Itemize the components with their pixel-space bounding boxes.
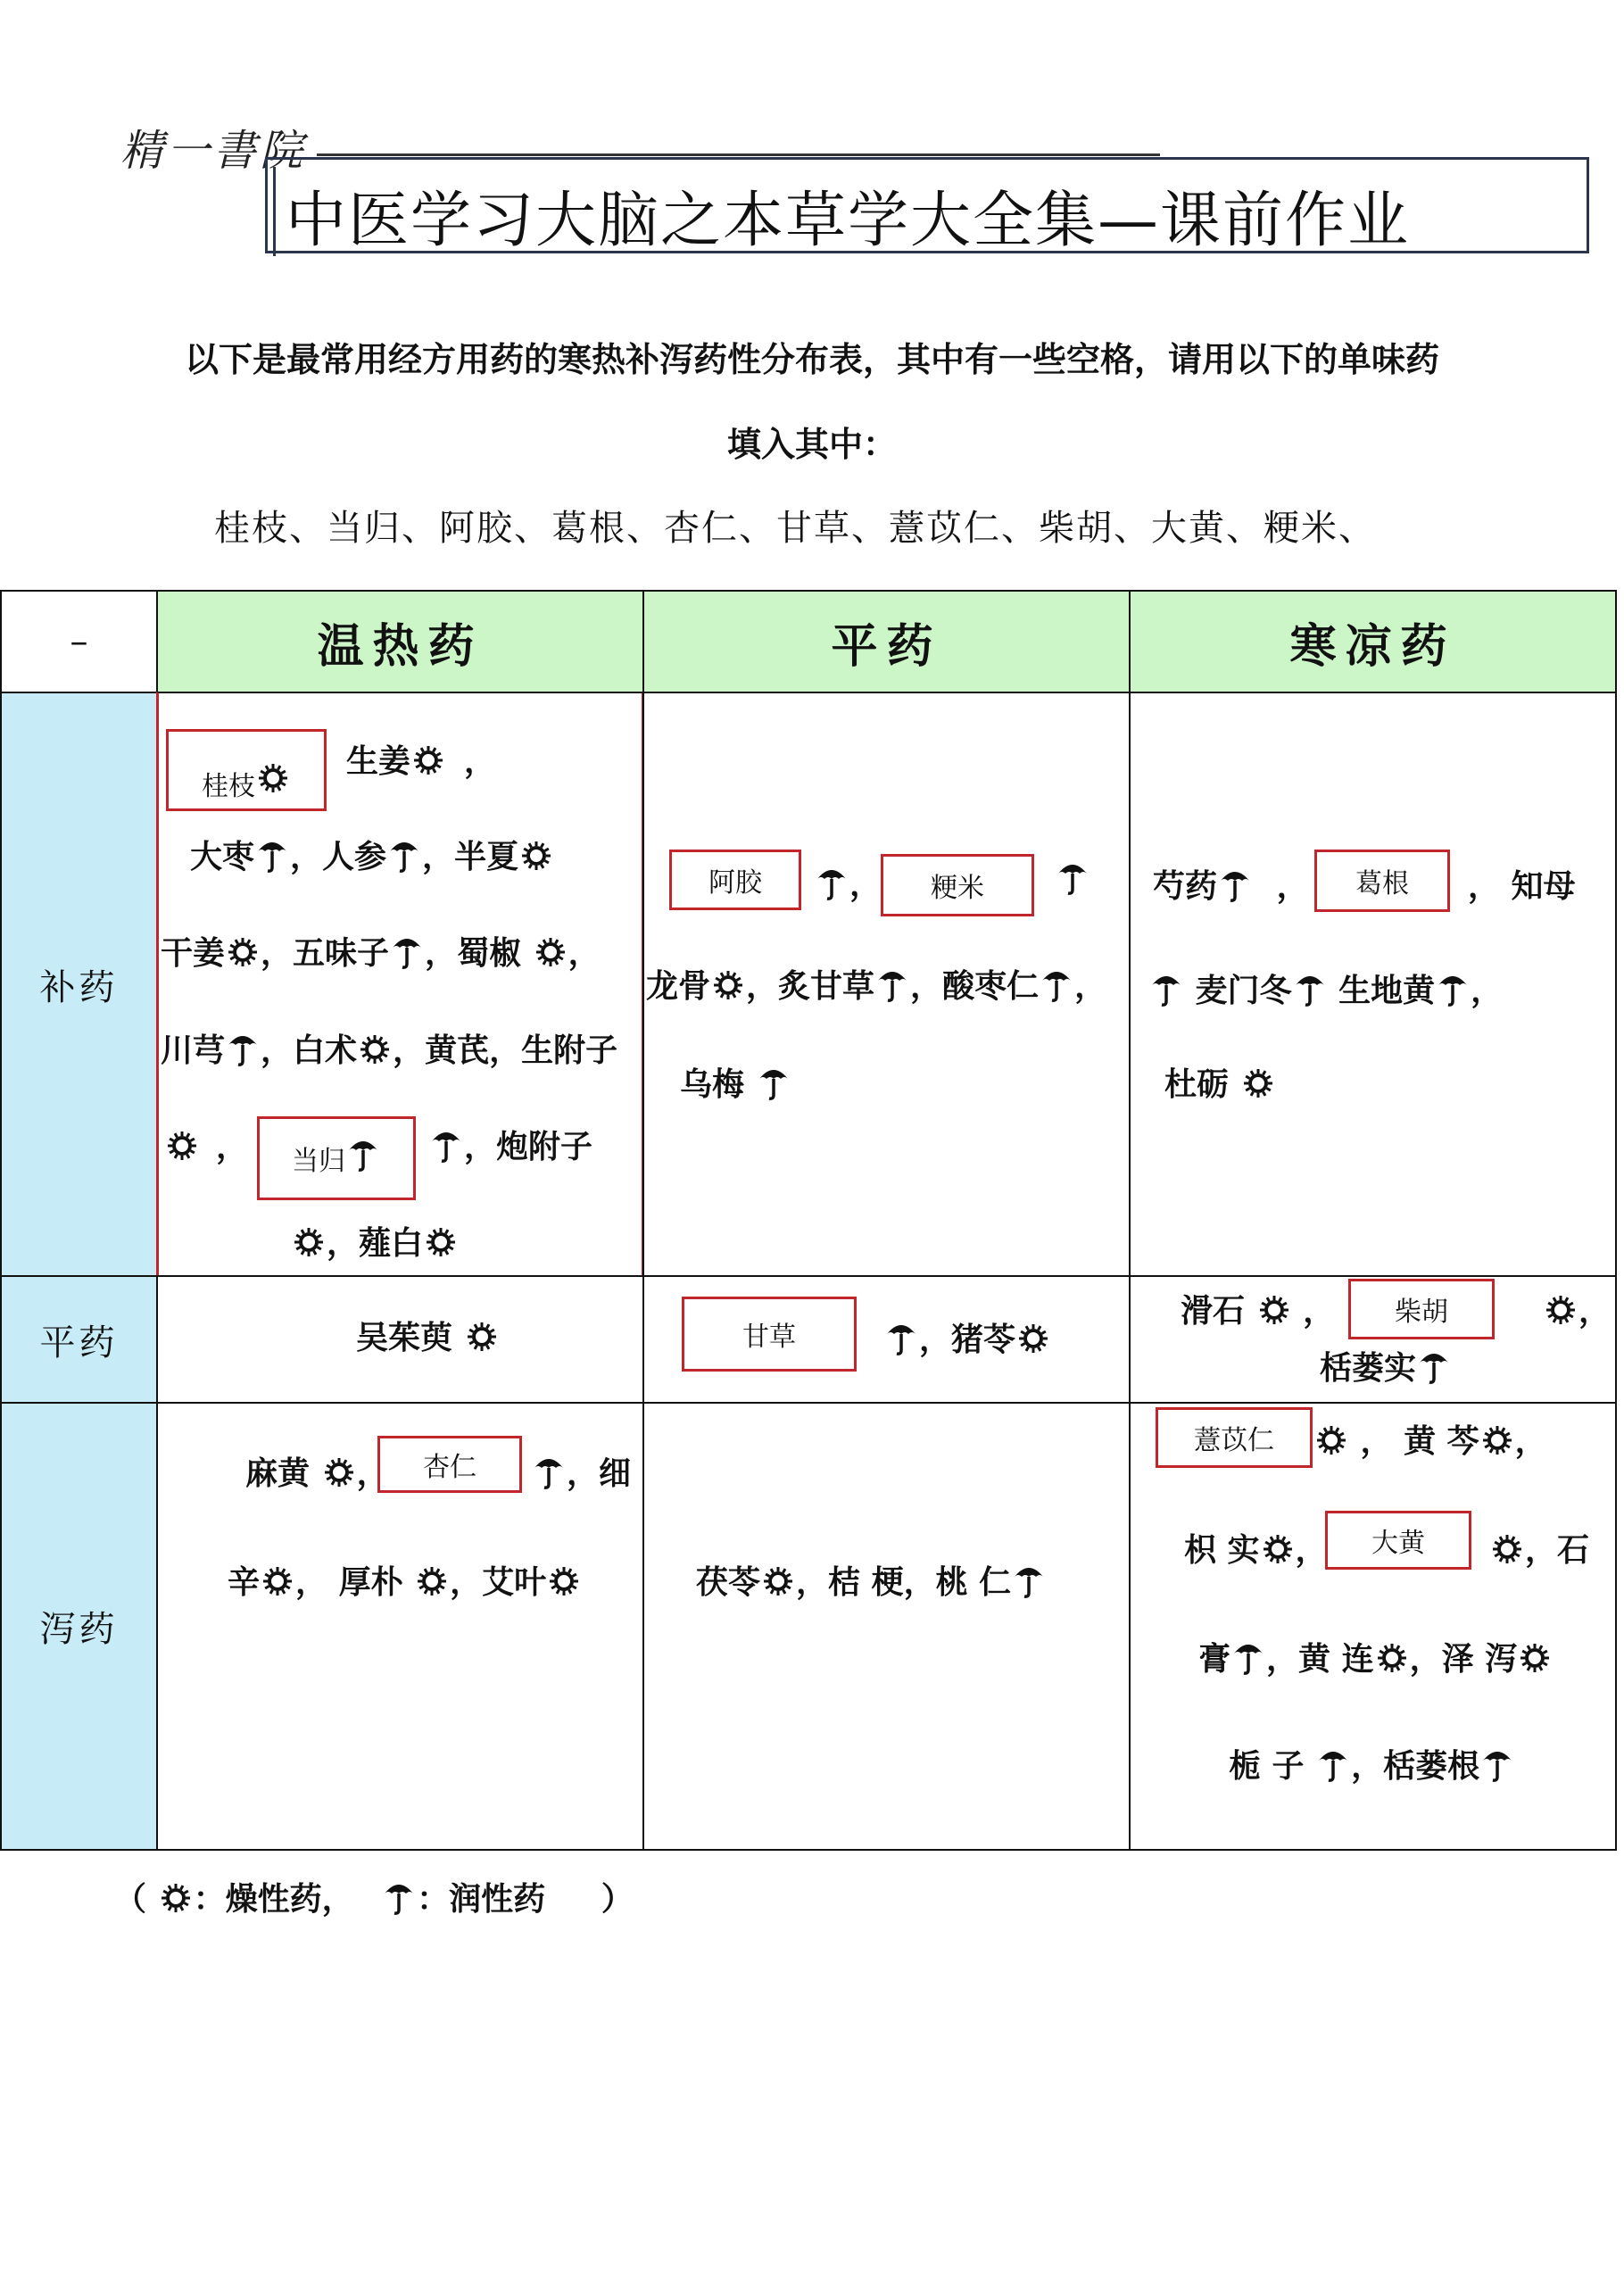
umbrella-icon [1056,859,1089,905]
herb-name: 薤白 [359,1224,424,1262]
herb-line: 茯苓 ，桔 梗，桃 仁 [696,1557,1047,1608]
umbrella-icon [1232,1639,1264,1685]
herb-item [1164,1059,1276,1109]
umbrella-icon [533,1454,565,1499]
herb-name: 杜砺 [1164,1065,1230,1103]
brand-logo: 精一書院 [120,126,307,176]
answer-text: 当归 [292,1146,345,1177]
answer-box [881,854,1034,916]
answer-text: 葛根 [1355,868,1409,899]
cell-neutral-neutral [642,1275,1131,1404]
herb-name: 滑石 [1181,1292,1246,1330]
herb-name: 龙骨 [646,967,711,1005]
sun-icon [762,1563,794,1607]
herb-list: 桂枝、当归、阿胶、葛根、杏仁、甘草、薏苡仁、柴胡、大黄、粳米、 [214,508,1376,549]
answer-box [669,850,801,910]
sun-icon [166,1128,198,1172]
umbrella-icon [758,1065,790,1110]
herb-name: 半夏 [454,838,519,875]
answer-text: 桂枝 [202,771,255,802]
herb-name: 吴茱萸 [356,1319,453,1356]
punctuation: ， [1276,867,1309,905]
col-header-warm: 温热药 [156,590,644,693]
sun-icon [466,1319,498,1363]
legend [114,1874,634,1925]
legend-close: ） [601,1880,634,1918]
cell-tonify-neutral [642,692,1131,1277]
herb-name: 石 [1557,1531,1590,1569]
herb-name: 生姜 [346,742,411,780]
herb-name: 厚朴 [338,1563,403,1601]
row-header-purge: 泻药 [0,1402,158,1851]
herb-item: ， 黄 芩 ， [1313,1416,1547,1466]
cell-neutral-warm [156,1275,644,1404]
herb-line: 膏 ，黄 连 ，泽 泻 [1198,1634,1553,1685]
umbrella-icon [227,1031,259,1076]
sun-icon [712,967,744,1011]
herb-name: 桃 仁 [935,1563,1012,1601]
title-box [265,157,1589,256]
row-header-tonify: 补药 [0,692,158,1277]
answer-box [377,1436,522,1493]
sun-icon [1315,1422,1347,1466]
col-header-cold: 寒凉药 [1129,590,1617,693]
legend-open: （ [114,1880,147,1918]
herb-line: 大枣 ，人参 ，半夏 [190,832,554,883]
row-header-neutral: 平药 [0,1275,158,1404]
herb-item [346,736,496,786]
sun-icon [534,934,567,978]
herb-name: 五味子 [293,934,390,972]
sun-icon [293,1224,325,1268]
sun-icon [323,1455,355,1498]
answer-box [1348,1279,1495,1339]
sun-icon [416,1563,448,1607]
sun-icon [548,1563,580,1607]
herb-line: 麦门冬 生地黄 ， [1148,966,1503,1016]
page-title: 中医学习大脑之本草学大全集—课前作业 [286,186,1411,256]
herb-item: ，炮附子 [428,1122,592,1173]
intro-line-1: 以下是最常用经方用药的寒热补泻药性分布表，其中有一些空格，请用以下的单味药 [184,340,1439,379]
herb-name: 生附子 [521,1032,618,1069]
herb-item [356,1313,500,1363]
umbrella-icon [256,837,288,883]
sun-icon [257,760,289,803]
col-header-neutral: 平药 [642,590,1131,693]
cell-purge-neutral [642,1402,1131,1851]
umbrella-icon [383,1879,415,1925]
answer-box [1325,1511,1471,1570]
herb-name: 黄 芩 [1404,1422,1479,1460]
herb-name: 白术 [293,1032,358,1069]
answer-text: 杏仁 [423,1452,476,1483]
cell-purge-warm [156,1402,644,1851]
intro-line-2: 填入其中： [726,425,897,464]
herb-item: ， [814,859,882,910]
herb-item: 枳 实 ， [1184,1525,1328,1575]
herb-line: 川芎 ，白术 ，黄芪，生附子 [161,1025,617,1076]
umbrella-icon [1481,1746,1513,1792]
umbrella-icon [1437,971,1469,1016]
sun-icon [227,934,259,978]
herb-name: 知母 [1511,867,1576,905]
herb-name: 黄芪 [425,1032,490,1069]
herb-line: 辛 ， 厚朴 ，艾叶 [228,1557,582,1607]
herb-item: ， 知母 [1468,867,1576,905]
herb-item: ，细 [531,1448,631,1499]
herb-item: ，猪苓 [883,1314,1051,1365]
answer-box [257,1116,416,1200]
herb-line: 栀 子 ，栝蒌根 [1229,1741,1515,1792]
herb-item [164,1122,248,1172]
sun-icon [160,1880,192,1924]
answer-box [1156,1407,1313,1468]
herb-item: 麻黄 ， [245,1448,389,1498]
sun-icon [425,1224,457,1268]
herb-name: 泽 泻 [1441,1640,1518,1678]
sun-icon [359,1032,391,1075]
herb-name: 乌梅 [680,1065,745,1103]
herb-name: 麻黄 [245,1455,311,1492]
umbrella-icon [391,933,423,979]
herb-name: 大枣 [190,838,255,875]
herb-name: 栀 子 [1229,1747,1305,1785]
legend-moist-label: ：润性药 [417,1880,546,1918]
cell-purge-cold [1129,1402,1617,1851]
herb-table [0,590,1617,1851]
herb-name: 酸枣仁 [942,967,1040,1005]
answer-box [682,1297,857,1372]
herb-line: 龙骨 ，炙甘草 ，酸枣仁 ， [646,961,1106,1012]
herb-item [1320,1343,1452,1394]
umbrella-icon [430,1127,462,1173]
herb-name: 栝蒌根 [1383,1747,1480,1785]
umbrella-icon [1294,971,1326,1016]
herb-name: 黄 连 [1298,1640,1374,1678]
cell-tonify-cold [1129,692,1617,1277]
umbrella-icon [1013,1562,1045,1608]
herb-name: 芍药 [1153,867,1218,905]
answer-box [1314,850,1450,912]
herb-name: 桔 梗 [828,1563,904,1601]
sun-icon [1491,1531,1523,1575]
sun-icon [412,742,444,786]
herb-name: 猪苓 [951,1321,1016,1358]
herb-item [1153,861,1309,912]
umbrella-icon [347,1136,379,1181]
herb-name: 川芎 [161,1032,226,1069]
herb-item: ， [1543,1286,1611,1336]
umbrella-icon [1040,966,1073,1012]
umbrella-icon [1150,971,1182,1016]
herb-name: 人参 [322,838,387,875]
corner-cell: – [0,590,158,693]
umbrella-icon [876,966,908,1012]
punctuation: ， [216,1128,249,1165]
herb-name: 炮附子 [496,1128,593,1165]
herb-item [680,1059,791,1110]
herb-name: 麦门冬 [1195,972,1292,1009]
herb-name: 炙甘草 [778,967,875,1005]
herb-item: 滑石 ， [1181,1286,1335,1336]
answer-text: 薏苡仁 [1194,1425,1274,1456]
umbrella-icon [1418,1348,1450,1394]
sun-icon [1262,1531,1294,1575]
herb-name: 茯苓 [696,1563,761,1601]
legend-dry-label: ：燥性药， [193,1880,354,1918]
answer-box [166,729,327,811]
herb-name: 辛 [228,1563,261,1601]
umbrella-icon [1219,866,1251,912]
cell-neutral-cold [1129,1275,1617,1404]
herb-line: 干姜 ，五味子 ，蜀椒 ， [161,928,601,979]
sun-icon [1545,1292,1577,1336]
brand-underline [317,153,1160,156]
sun-icon [1519,1640,1551,1684]
umbrella-icon [885,1320,917,1365]
herb-name: 蜀椒 [457,934,522,972]
cell-tonify-warm [156,692,644,1277]
answer-text: 粳米 [931,873,984,904]
herb-item: ，薤白 [291,1218,459,1268]
sun-icon [1258,1292,1290,1336]
herb-item [1055,859,1090,905]
umbrella-icon [816,865,848,910]
umbrella-icon [1317,1746,1349,1792]
sun-icon [261,1563,294,1607]
sun-icon [520,838,552,882]
herb-item: ，石 [1489,1525,1589,1575]
herb-name: 生地黄 [1338,972,1436,1009]
umbrella-icon [388,837,420,883]
herb-name: 枳 实 [1184,1531,1260,1569]
herb-name: 艾叶 [482,1563,547,1601]
answer-text: 甘草 [742,1322,796,1353]
herb-name: 干姜 [161,934,226,972]
sun-icon [1242,1065,1274,1109]
answer-text: 大黄 [1371,1528,1425,1559]
sun-icon [1376,1640,1408,1684]
sun-icon [1481,1422,1513,1466]
answer-text: 柴胡 [1395,1297,1448,1328]
sun-icon [1017,1321,1049,1364]
herb-name: 细 [599,1455,632,1492]
answer-text: 阿胶 [708,867,762,899]
herb-name: 栝蒌实 [1320,1349,1417,1387]
punctuation: ， [464,742,497,780]
herb-name: 膏 [1198,1640,1231,1678]
